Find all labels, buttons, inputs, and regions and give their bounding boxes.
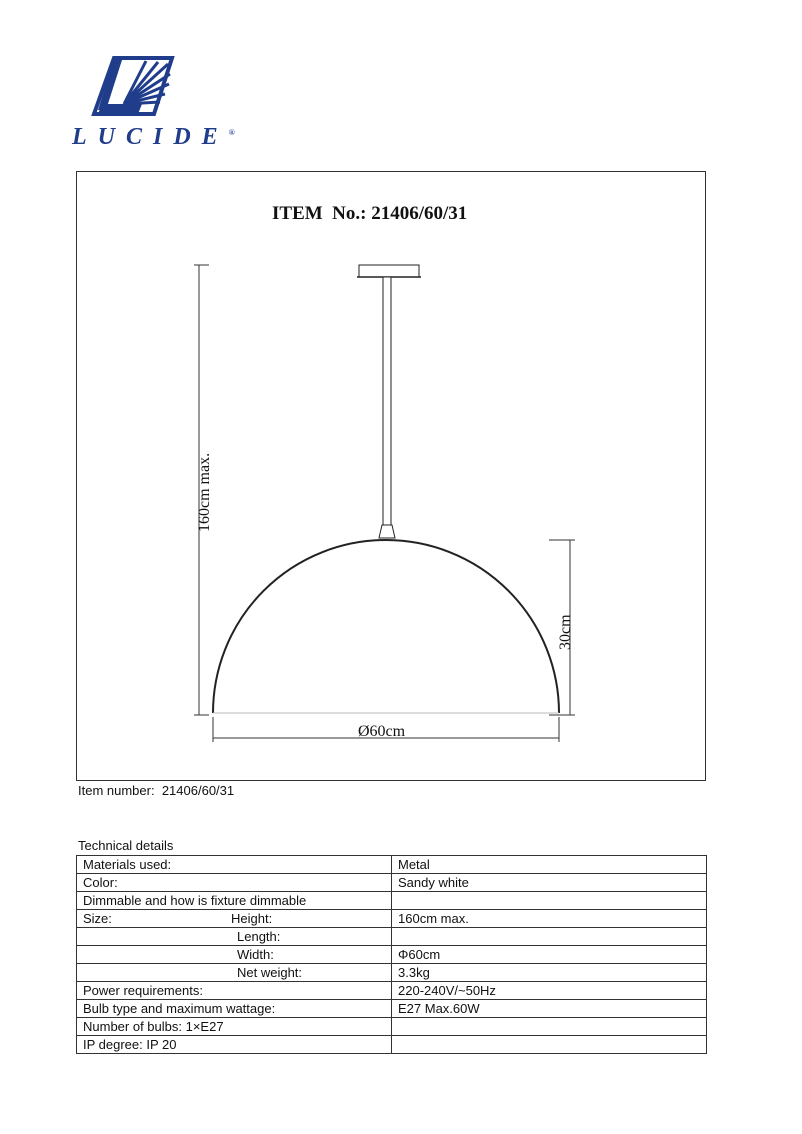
table-row	[77, 1000, 707, 1018]
spec-value	[392, 892, 707, 910]
table-row	[77, 1036, 707, 1054]
ceiling-canopy	[359, 265, 419, 277]
weight-sub-label: Net weight:	[237, 965, 303, 980]
dome-shade	[213, 540, 559, 713]
spec-label	[77, 928, 392, 946]
spec-value	[392, 1036, 707, 1054]
lamp-socket	[379, 525, 395, 538]
spec-value	[392, 1018, 707, 1036]
spec-value: Sandy white	[392, 874, 707, 892]
spec-label: Power requirements:	[77, 982, 392, 1000]
spec-label: Bulb type and maximum wattage:	[77, 1000, 392, 1018]
item-number-label: Item number:	[78, 783, 155, 798]
spec-value: 220-240V/~50Hz	[392, 982, 707, 1000]
spec-label	[77, 964, 392, 982]
item-number-value: 21406/60/31	[161, 783, 235, 798]
spec-value	[392, 928, 707, 946]
size-label: Size:	[83, 911, 112, 926]
table-row	[77, 874, 707, 892]
spec-value: 160cm max.	[392, 910, 707, 928]
spec-value: E27 Max.60W	[392, 1000, 707, 1018]
length-sub-label: Length:	[237, 929, 281, 944]
spec-label: Number of bulbs: 1×E27	[77, 1018, 392, 1036]
spec-label: Materials used:	[77, 856, 392, 874]
spec-value: Φ60cm	[392, 946, 707, 964]
shade-height-label: 30cm	[557, 614, 574, 650]
spec-value: 3.3kg	[392, 964, 707, 982]
technical-details-table	[76, 855, 707, 1054]
table-row	[77, 892, 707, 910]
table-row	[77, 928, 707, 946]
table-row	[77, 982, 707, 1000]
technical-drawing	[76, 171, 706, 781]
table-row	[77, 964, 707, 982]
spec-label	[77, 910, 392, 928]
table-row	[77, 856, 707, 874]
diameter-label: Ø60cm	[358, 723, 406, 740]
suspension-rod	[383, 277, 391, 525]
spec-label: IP degree: IP 20	[77, 1036, 392, 1054]
spec-label: Color:	[77, 874, 392, 892]
logo-mark-icon	[72, 52, 222, 124]
table-row	[77, 1018, 707, 1036]
technical-details-title: Technical details	[78, 838, 174, 853]
table-row	[77, 946, 707, 964]
brand-name: LUCIDE®	[72, 124, 235, 150]
height-label: 160cm max.	[196, 452, 213, 532]
spec-label	[77, 946, 392, 964]
width-sub-label: Width:	[237, 947, 274, 962]
item-number-line	[78, 783, 234, 798]
brand-logo	[72, 52, 235, 162]
spec-label: Dimmable and how is fixture dimmable	[77, 892, 392, 910]
table-row	[77, 910, 707, 928]
spec-value: Metal	[392, 856, 707, 874]
height-sub-label: Height:	[231, 911, 273, 926]
drawing-title: ITEM No.: 21406/60/31	[272, 203, 468, 224]
